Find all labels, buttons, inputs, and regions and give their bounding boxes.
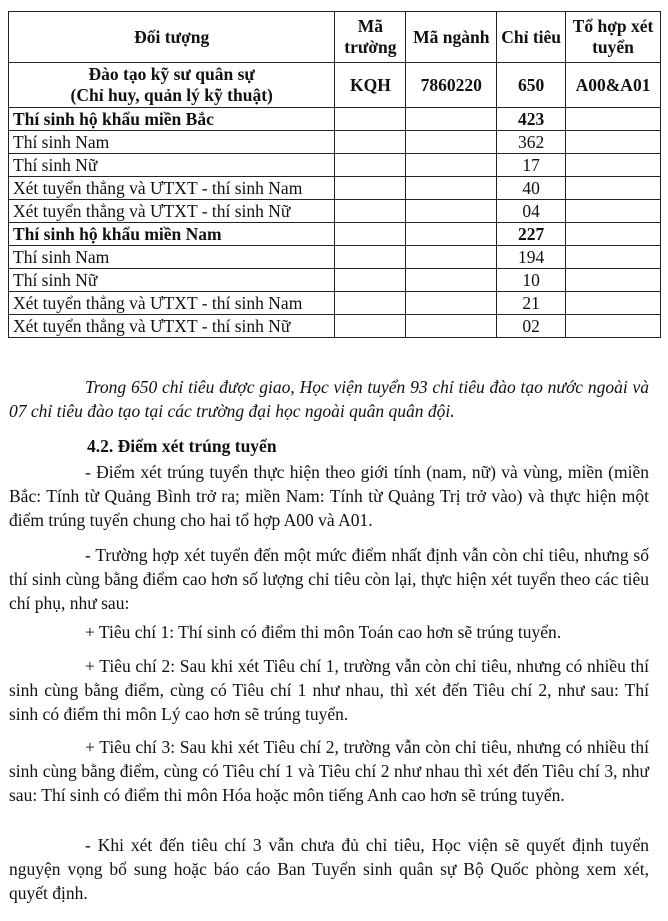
table-row <box>9 246 661 269</box>
header-school-code: Mã trường <box>335 12 406 63</box>
header-subject: Đối tượng <box>9 12 335 63</box>
row-quota: 227 <box>497 223 566 246</box>
row-label: Thí sinh Nữ <box>9 154 335 177</box>
row-quota: 17 <box>497 154 566 177</box>
header-quota: Chỉ tiêu <box>497 12 566 63</box>
table-row <box>9 200 661 223</box>
table-header-row <box>9 12 661 63</box>
program-name: Đào tạo kỹ sư quân sự <box>88 64 255 84</box>
row-quota: 40 <box>497 177 566 200</box>
paragraph: + Tiêu chí 3: Sau khi xét Tiêu chí 2, trường vẫn còn chỉ tiêu, nhưng có nhiều thí sinh cùng bằng điểm, cùng có Tiêu chí 1 và Tiêu chí 2 như nhau thì xét đến Tiêu chí 3, như sau: Thí sinh có điểm thi môn Hóa hoặc môn tiếng Anh cao hơn sẽ trúng tuyển. <box>9 737 649 805</box>
program-quota: 650 <box>497 63 566 108</box>
program-row <box>9 63 661 108</box>
paragraph: - Trường hợp xét tuyển đến một mức điểm nhất định vẫn còn chỉ tiêu, nhưng số thí sinh cùng bằng điểm cao hơn số lượng chỉ tiêu còn lại, thực hiện xét tuyển theo các tiêu chí phụ, như sau: <box>9 545 649 613</box>
table-row <box>9 223 661 246</box>
row-quota: 02 <box>497 315 566 338</box>
paragraph: + Tiêu chí 2: Sau khi xét Tiêu chí 1, trường vẫn còn chỉ tiêu, nhưng có nhiều thí sinh cùng bằng điểm, cùng có Tiêu chí 1 như nhau, thì xét đến Tiêu chí 2, như sau: Thí sinh có điểm thi môn Lý cao hơn sẽ trúng tuyển. <box>9 656 649 724</box>
row-label: Xét tuyển thẳng và ƯTXT - thí sinh Nữ <box>9 315 335 338</box>
row-quota: 10 <box>497 269 566 292</box>
section-heading: 4.2. Điểm xét trúng tuyển <box>87 436 277 456</box>
quota-note: Trong 650 chỉ tiêu được giao, Học viện tuyển 93 chỉ tiêu đào tạo nước ngoài và 07 chỉ tiêu đào tạo tại các trường đại học ngoài quân quân đội. <box>9 377 649 421</box>
table-row <box>9 177 661 200</box>
table-row <box>9 108 661 131</box>
table-row <box>9 315 661 338</box>
quota-table <box>8 11 661 338</box>
table-row <box>9 292 661 315</box>
row-quota: 194 <box>497 246 566 269</box>
program-subtitle: (Chỉ huy, quản lý kỹ thuật) <box>70 85 273 105</box>
program-name-cell <box>9 63 335 108</box>
row-label: Xét tuyển thẳng và ƯTXT - thí sinh Nam <box>9 292 335 315</box>
row-label: Thí sinh hộ khẩu miền Bắc <box>9 108 335 131</box>
row-quota: 423 <box>497 108 566 131</box>
paragraph: - Khi xét đến tiêu chí 3 vẫn chưa đủ chỉ tiêu, Học viện sẽ quyết định tuyển nguyện vọng bổ sung hoặc báo cáo Ban Tuyển sinh quân sự Bộ Quốc phòng xem xét, quyết định. <box>9 835 649 903</box>
table-row <box>9 269 661 292</box>
header-combo: Tổ hợp xét tuyển <box>566 12 661 63</box>
row-label: Thí sinh Nữ <box>9 269 335 292</box>
row-label: Xét tuyển thẳng và ƯTXT - thí sinh Nữ <box>9 200 335 223</box>
row-label: Thí sinh Nam <box>9 246 335 269</box>
table-row <box>9 154 661 177</box>
header-major-code: Mã ngành <box>406 12 497 63</box>
program-major-code: 7860220 <box>406 63 497 108</box>
row-quota: 362 <box>497 131 566 154</box>
row-quota: 04 <box>497 200 566 223</box>
program-combo: A00&A01 <box>566 63 661 108</box>
paragraph: - Điểm xét trúng tuyển thực hiện theo giới tính (nam, nữ) và vùng, miền (miền Bắc: Tính từ Quảng Bình trở ra; miền Nam: Tính từ Quảng Trị trở vào) và thực hiện một điểm trúng tuyển chung cho hai tổ hợp A00 và A01. <box>9 462 649 530</box>
row-label: Thí sinh Nam <box>9 131 335 154</box>
paragraph: + Tiêu chí 1: Thí sinh có điểm thi môn Toán cao hơn sẽ trúng tuyển. <box>85 622 562 642</box>
table-row <box>9 131 661 154</box>
row-label: Xét tuyển thẳng và ƯTXT - thí sinh Nam <box>9 177 335 200</box>
program-school-code: KQH <box>335 63 406 108</box>
row-quota: 21 <box>497 292 566 315</box>
row-label: Thí sinh hộ khẩu miền Nam <box>9 223 335 246</box>
